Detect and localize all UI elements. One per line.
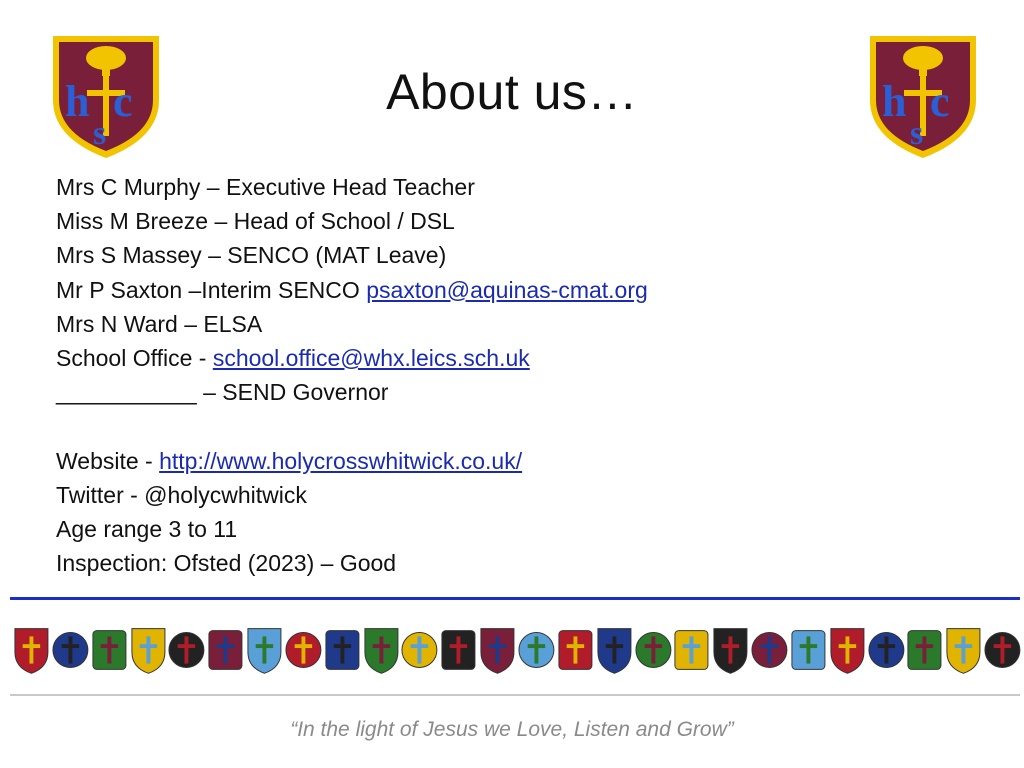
trust-school-crest-icon <box>905 624 944 676</box>
divider-top <box>10 597 1020 600</box>
trust-school-crest-icon <box>12 624 51 676</box>
staff-line-interim-senco <box>56 273 956 307</box>
footer-motto: “In the light of Jesus we Love, Listen and Grow” <box>290 718 734 741</box>
trust-school-crest-icon <box>284 624 323 676</box>
trust-school-crest-icon <box>517 624 556 676</box>
senco-email-link[interactable]: psaxton@aquinas-cmat.org <box>366 276 648 303</box>
interim-senco-label: Mr P Saxton –Interim SENCO <box>56 276 367 303</box>
school-office-email-link[interactable]: school.office@whx.leics.sch.uk <box>212 344 530 371</box>
trust-school-crest-icon <box>983 624 1022 676</box>
trust-school-crest-icon <box>400 624 439 676</box>
svg-text:h: h <box>882 77 907 126</box>
svg-text:c: c <box>113 77 133 126</box>
svg-text:h: h <box>65 77 90 126</box>
trust-school-crest-icon <box>206 624 245 676</box>
website-link[interactable]: http://www.holycrosswhitwick.co.uk/ <box>159 447 523 474</box>
divider-bottom <box>10 694 1020 696</box>
twitter-line: Twitter - @holycwhitwick <box>56 481 307 508</box>
staff-line-head-of-school: Miss M Breeze – Head of School / DSL <box>56 208 455 235</box>
trust-school-crest-icon <box>750 624 789 676</box>
trust-school-crest-icon <box>828 624 867 676</box>
school-office-line <box>56 341 956 375</box>
trust-school-crest-icon <box>439 624 478 676</box>
inspection-line: Inspection: Ofsted (2023) – Good <box>56 550 397 577</box>
trust-school-crest-icon <box>789 624 828 676</box>
trust-school-crest-icon <box>167 624 206 676</box>
send-governor-line: ___________ – SEND Governor <box>56 379 389 406</box>
trust-school-crest-icon <box>634 624 673 676</box>
trust-school-crest-icon <box>595 624 634 676</box>
trust-school-crest-icon <box>90 624 129 676</box>
staff-line-elsa: Mrs N Ward – ELSA <box>56 310 263 337</box>
trust-school-crest-icon <box>478 624 517 676</box>
trust-school-crest-icon <box>323 624 362 676</box>
website-line <box>56 444 956 478</box>
trust-school-crest-icon <box>944 624 983 676</box>
trust-logo-strip <box>12 620 1022 680</box>
school-office-label: School Office - <box>56 344 213 371</box>
age-range-line: Age range 3 to 11 <box>56 515 238 542</box>
trust-school-crest-icon <box>129 624 168 676</box>
trust-school-crest-icon <box>672 624 711 676</box>
slide-title: About us… <box>386 64 638 120</box>
website-label: Website - <box>56 447 160 474</box>
trust-school-crest-icon <box>51 624 90 676</box>
about-list <box>56 170 956 580</box>
svg-text:s: s <box>910 115 924 152</box>
svg-text:c: c <box>930 77 950 126</box>
trust-school-crest-icon <box>867 624 906 676</box>
svg-text:s: s <box>93 115 107 152</box>
trust-school-crest-icon <box>711 624 750 676</box>
spacer <box>56 409 956 443</box>
trust-school-crest-icon <box>556 624 595 676</box>
staff-line-head-teacher: Mrs C Murphy – Executive Head Teacher <box>56 174 475 200</box>
trust-school-crest-icon <box>245 624 284 676</box>
trust-school-crest-icon <box>362 624 401 676</box>
staff-line-senco: Mrs S Massey – SENCO (MAT Leave) <box>56 242 447 269</box>
